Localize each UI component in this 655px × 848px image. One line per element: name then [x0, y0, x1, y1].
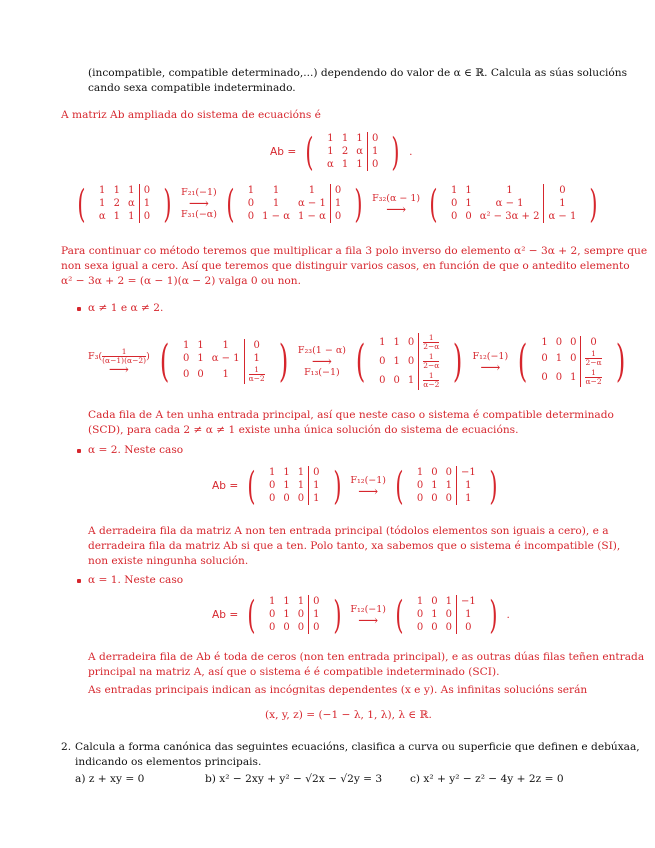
- matrix-m1: 1 1 1 0 0 1 α − 1 1 0 1 − α 1 − α 0: [244, 184, 345, 223]
- case3-matrix-b: 1 0 1 −1 0 1 0 1 0 0 0 0: [413, 595, 480, 634]
- case2-bullet: [77, 449, 81, 453]
- case2-text-1: A derradeira fila da matriz A non ten entrada principal (tódolos elementos son iguais a cero), e a: [88, 525, 609, 537]
- para2-line-2: non sexa igual a cero. Así que teremos que distinguir varios casos, en función de que o antedito elemento: [61, 260, 630, 272]
- case1-label: α ≠ 1 e α ≠ 2.: [88, 302, 164, 314]
- case3-text-1: A derradeira fila de Ab é toda de ceros (non ten entrada principal), e as outras dúas filas teñen entrada: [88, 651, 645, 663]
- case1-text-1: Cada fila de A ten unha entrada principal, así que neste caso o sistema é compatible determinado: [88, 409, 614, 421]
- case2-matrix-b: 1 0 0 −1 0 1 1 1 0 0 0 1: [413, 466, 480, 505]
- case3-ab-label: Ab =: [212, 608, 239, 621]
- q2-item-b: b) x² − 2xy + y² − √2x − √2y = 3: [205, 773, 383, 785]
- q2-item-c: c) x² + y² − z² − 4y + 2z = 0: [410, 773, 564, 785]
- ab-matrix-block: Ab = ( 1 1 1 0 1 2 α 1 α 1 1 0 ) .: [270, 129, 413, 174]
- case2-text-2: derradeira fila da matriz Ab si que a ten. Polo tanto, xa sabemos que o sistema é incompatible (SI),: [88, 540, 621, 552]
- ab-label: Ab =: [270, 145, 297, 158]
- case3-chain: Ab = ( 1 1 1 0 0 1 0 1 0 0 0 0 ) F₁₂(−1) ⟶ ( 1 0 1 −1 0 1 0 1 0 0 0 0 ) .: [212, 592, 510, 637]
- q2-number: 2.: [61, 741, 72, 753]
- para2-line-1: Para continuar co método teremos que multiplicar a fila 3 polo inverso do elemento α² − 3α + 2, sempre que: [61, 245, 648, 257]
- case1-matrix-b: 1 1 0 $\frac{1}{2-\alpha}$ 0 1 0 $\frac{1}{2-\alpha}$ 0 0 1 $\frac{1}{\alpha-2}$: [375, 333, 443, 390]
- case1-matrix-c: 1 0 0 0 0 1 0 $\frac{1}{2-\alpha}$ 0 0 1 $\frac{1}{\alpha-2}$: [537, 336, 605, 387]
- reduction-chain: ( 1 1 1 0 1 2 α 1 α 1 1 0 ) F₂₁(−1) ⟶ F₃₁(−α) ( 1 1 1 0 0 1 α − 1 1 0 1 − α 1 − α 0 ) F₃₂(α − 1) ⟶ ( 1 1 1 0 0 1 α − 1 1 0 0 α² − 3α + 2 α − 1 ): [77, 181, 598, 226]
- solution-intro: A matriz Ab ampliada do sistema de ecuacións é: [61, 109, 321, 121]
- q2-item-a: a) z + xy = 0: [75, 773, 145, 785]
- case2-label: α = 2. Neste caso: [88, 444, 184, 456]
- intro-line-1: (incompatible, compatible determinado,...) dependendo do valor de α ∈ ℝ. Calcula as súas solucións: [88, 67, 628, 79]
- case2-op: F₁₂(−1) ⟶: [350, 474, 386, 500]
- case1-op3: F₁₂(−1) ⟶: [472, 350, 509, 376]
- case3-bullet: [77, 579, 81, 583]
- case1-op2: F₂₃(1 − α) ⟶ F₁₃(−1): [297, 344, 346, 378]
- intro-line-2: cando sexa compatible indeterminado.: [88, 82, 296, 94]
- case1-op1: F₃( $\frac{1}{(\alpha-1)(\alpha-2)}$ ) ⟶: [88, 347, 150, 378]
- matrix-m0-copy: 1 1 1 0 1 2 α 1 α 1 1 0: [95, 184, 154, 223]
- case2-chain: Ab = ( 1 1 1 0 0 1 1 1 0 0 0 1 ) F₁₂(−1) ⟶ ( 1 0 0 −1 0 1 1 1 0 0 0 1 ): [212, 463, 498, 508]
- case3-op: F₁₂(−1) ⟶: [350, 603, 386, 629]
- case3-matrix-a: 1 1 1 0 0 1 0 1 0 0 0 0: [265, 595, 324, 634]
- q2-line-1: Calcula a forma canónica das seguintes ecuacións, clasifica a curva ou superficie que definen e debúxaa,: [75, 741, 640, 753]
- matrix-m0: 1 1 1 0 1 2 α 1 α 1 1 0: [323, 132, 382, 171]
- case2-ab-label: Ab =: [212, 479, 239, 492]
- matrix-m2: 1 1 1 0 0 1 α − 1 1 0 0 α² − 3α + 2 α − 1: [447, 184, 580, 223]
- case1-text-2: (SCD), para cada 2 ≠ α ≠ 1 existe unha única solución do sistema de ecuacións.: [88, 424, 519, 436]
- case1-bullet: [77, 307, 81, 311]
- case2-matrix-a: 1 1 1 0 0 1 1 1 0 0 0 1: [265, 466, 324, 505]
- step1-arrow: F₂₁(−1) ⟶ F₃₁(−α): [180, 186, 217, 220]
- para2-line-3: α² − 3α + 2 = (α − 1)(α − 2) valga 0 ou non.: [61, 275, 301, 287]
- step2-arrow: F₃₂(α − 1) ⟶: [372, 192, 421, 218]
- case1-matrix-a: 1 1 1 0 0 1 α − 1 1 0 0 1 $\frac{1}{\alpha-2}$: [179, 339, 269, 384]
- case3-label: α = 1. Neste caso: [88, 574, 184, 586]
- case3-text-3: As entradas principais indican as incógnitas dependentes (x e y). As infinitas solucións serán: [88, 684, 588, 696]
- case1-chain: F₃( $\frac{1}{(\alpha-1)(\alpha-2)}$ ) ⟶ ( 1 1 1 0 0 1 α − 1 1 0 0 1 $\frac{1}{\alpha-2}$ ) F₂₃(1 − α) ⟶ F₁₃(−1) ( 1 1 0 $\frac{1}{2-\alpha}$ 0 1 0 $\frac{1}{2-\alpha}$ 0 0 1 $\frac{1}{\alpha-2}$ ) F₁₂(−1) ⟶ ( 1 0 0 0 0 1 0 $\frac{1}{2-\alpha}$ 0 0 1 $\frac{1}{\alpha-2}$ ): [88, 333, 625, 389]
- case3-text-2: principal na matriz A, así que o sistema é é compatible indeterminado (SCI).: [88, 666, 500, 678]
- case2-text-3: non existe ningunha solución.: [88, 555, 249, 567]
- case3-solution: (x, y, z) = (−1 − λ, 1, λ), λ ∈ ℝ.: [265, 709, 432, 721]
- q2-line-2: indicando os elementos principais.: [75, 756, 262, 768]
